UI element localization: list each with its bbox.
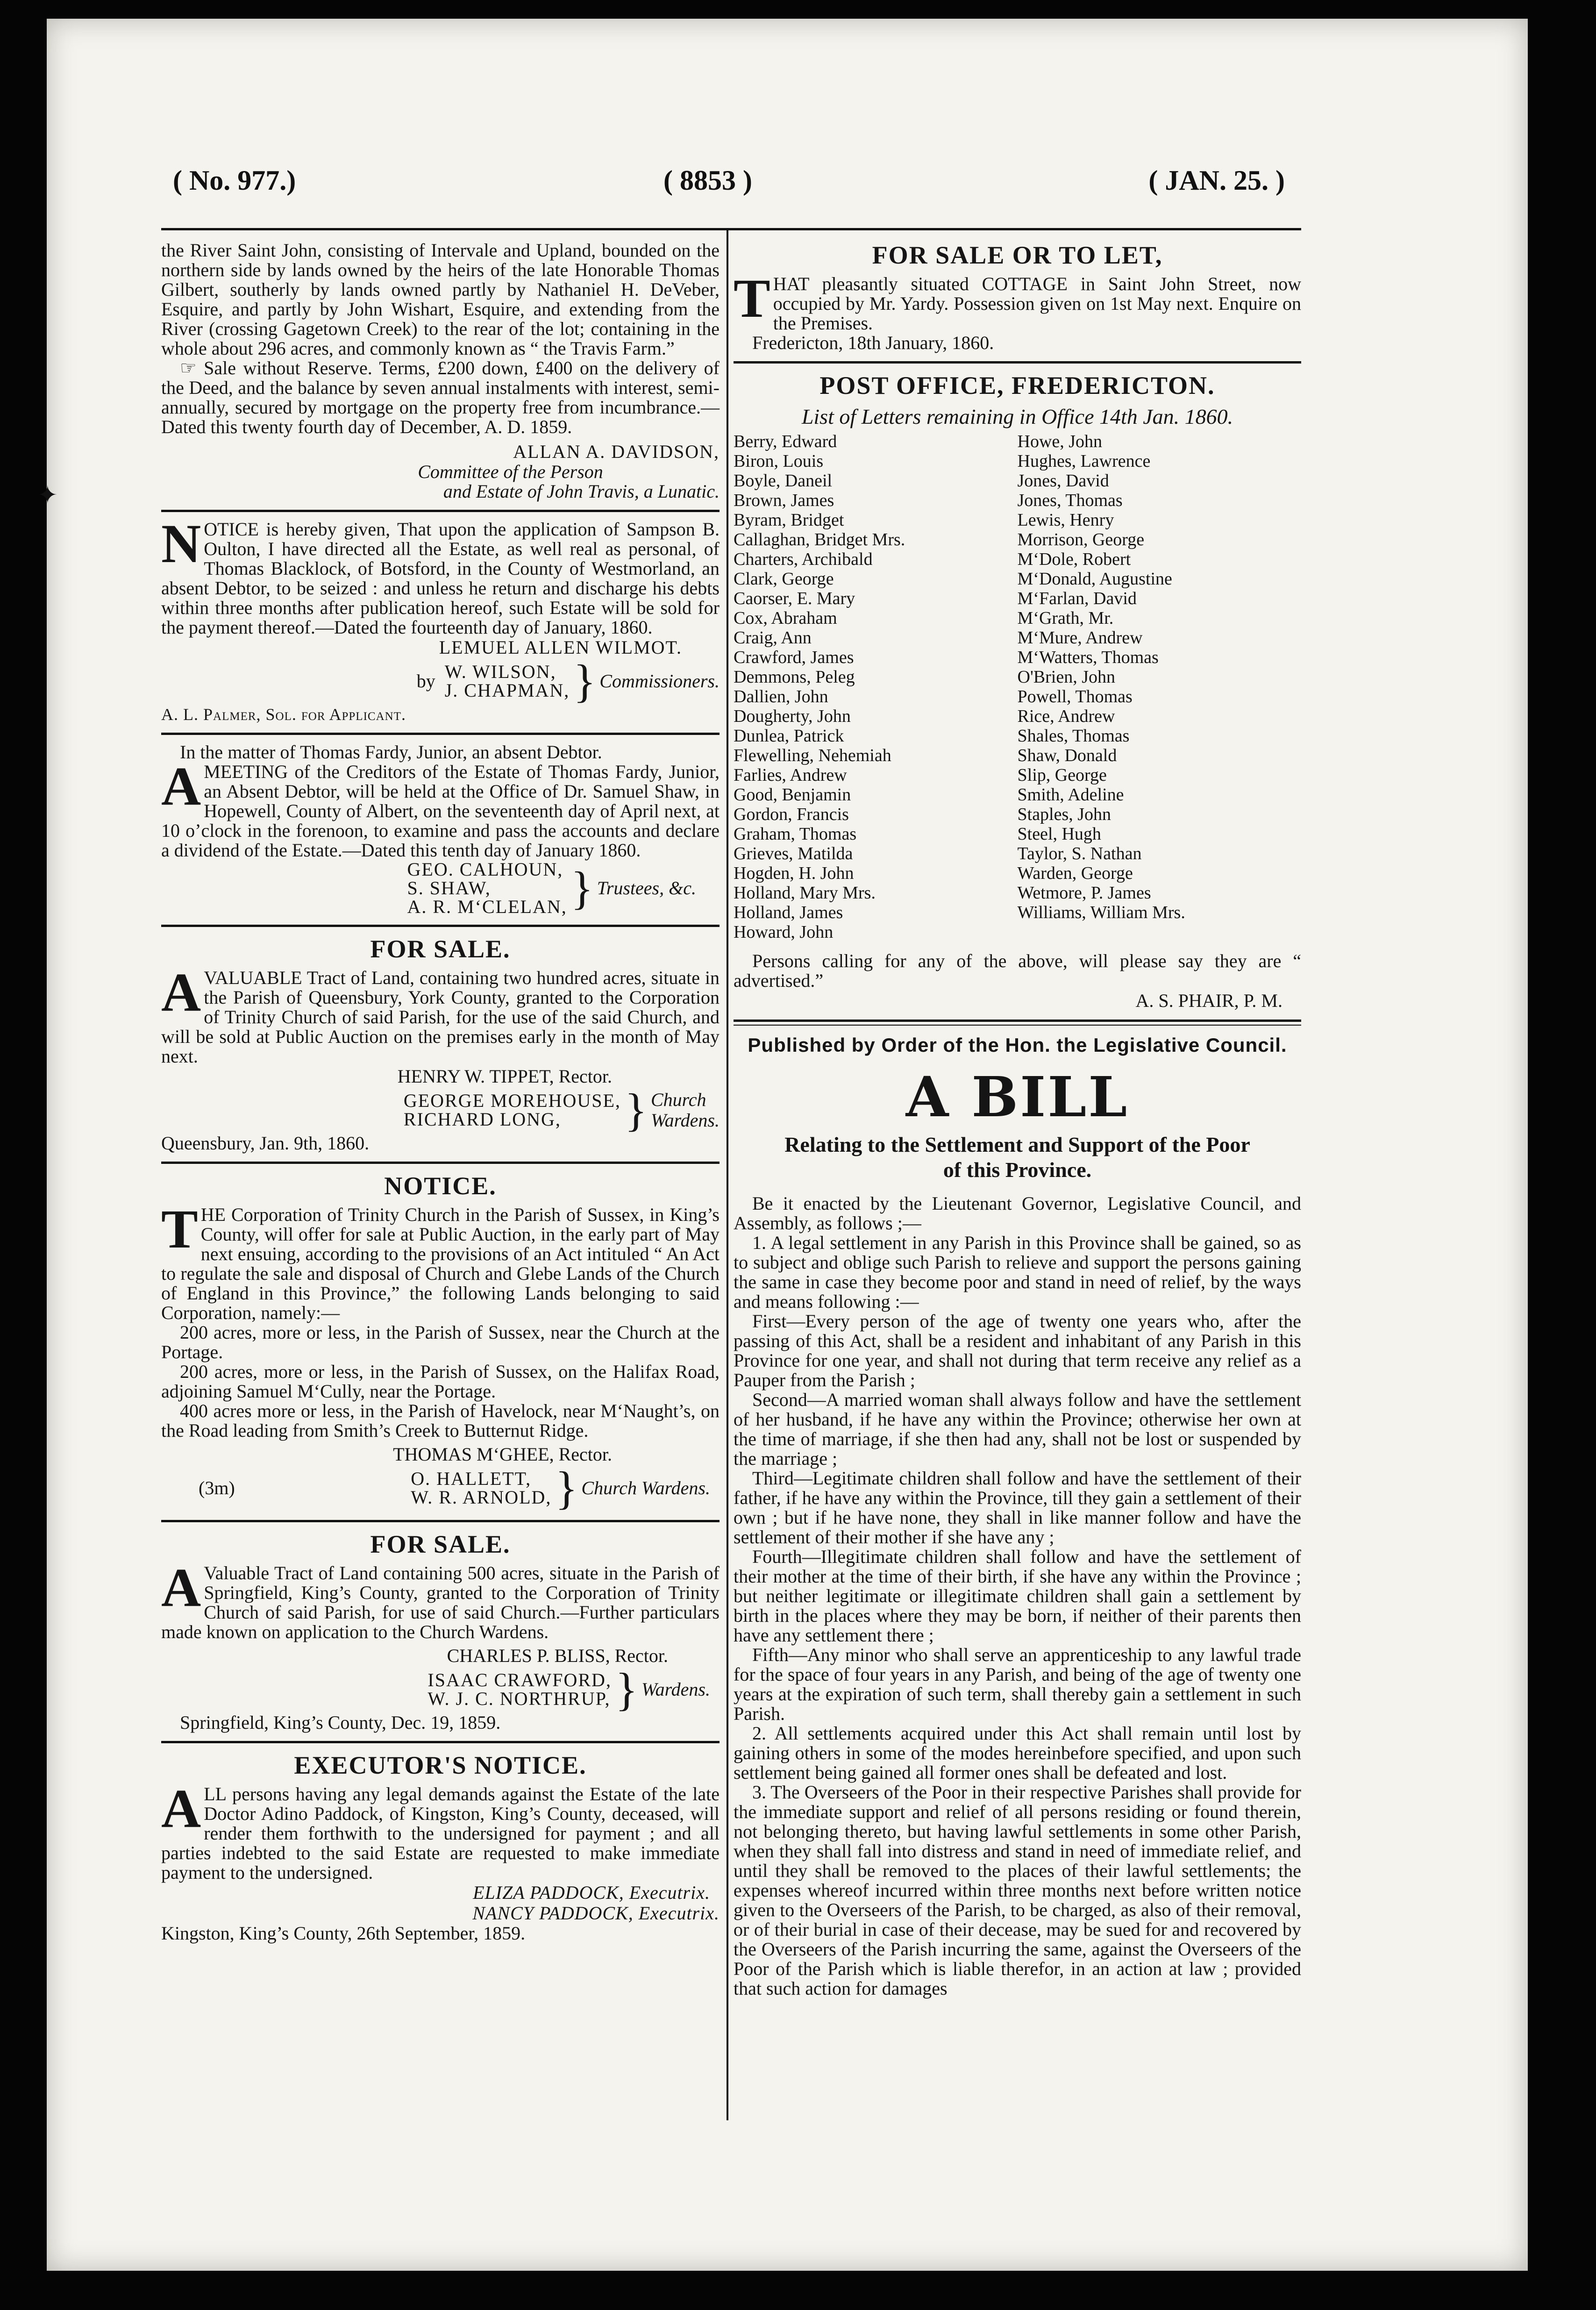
- queensbury-rector: HENRY W. TIPPET, Rector.: [397, 1066, 612, 1087]
- blacklock-text: OTICE is hereby given, That upon the application of Sampson B. Oulton, I have directed all the Estate, as well real as personal, of Thomas Blacklock, of Botsford, in the County of Westmorland, an absent Debtor, to be seized : and unless he return and discharge his debts within three months after publication hereof, such Estate will be sold for the payment thereof.—Dated the fourteenth day of January, 1860.: [161, 519, 720, 638]
- warden-name: O. HALLETT,: [411, 1468, 532, 1489]
- warden-name: ISAAC CRAWFORD,: [428, 1669, 612, 1690]
- sussex-rector: THOMAS M‘GHEE, Rector.: [393, 1444, 612, 1465]
- postmaster-signature: A. S. PHAIR, P. M.: [1135, 990, 1282, 1011]
- warden-role-line: Church: [650, 1089, 706, 1110]
- letter-recipient: Powell, Thomas: [1017, 687, 1133, 706]
- brace-icon: }: [573, 655, 596, 707]
- dropcap: N: [161, 513, 201, 574]
- bill-paragraph: Fourth—Illegitimate children shall follow and have the settlement of their mother at the time of their birth, if she have any within the Province ; but neither legitimate or illegitimate children shall gain a settlement by birth in the places where they may be born, if neither of their parents then have any settlement there ;: [734, 1546, 1301, 1646]
- springfield-date: Springfield, King’s County, Dec. 19, 1859.: [180, 1712, 501, 1733]
- travis-signature: ALLAN A. DAVIDSON,: [513, 441, 720, 462]
- separator: [161, 510, 720, 512]
- letter-recipient: Caorser, E. Mary: [734, 589, 855, 608]
- fardy-notice: [161, 756, 720, 861]
- warden-names: [411, 1469, 551, 1507]
- insertion-code: (3m): [199, 1477, 235, 1498]
- letter-recipient: M‘Grath, Mr.: [1017, 608, 1114, 628]
- travis-paragraph: the River Saint John, consisting of Intervale and Upland, bounded on the northern side by lands owned by the heirs of the late Honorable Thomas Gilbert, southerly by lands owned partly by Nathaniel H. DeVeber, Esquire, and partly by John Wishart, Esquire, and extending from the River (crossing Gagetown Creek) to the rear of the lot; containing in the whole about 296 acres, and commonly known as “ the Travis Farm.”: [161, 240, 720, 359]
- bill-subtitle-1: Relating to the Settlement and Support of the Poor: [784, 1133, 1250, 1156]
- springfield-notice: [161, 1557, 720, 1642]
- letters-column-right: [1018, 432, 1302, 942]
- letter-recipient: Berry, Edward: [734, 432, 837, 451]
- cottage-notice: [734, 268, 1301, 334]
- separator: [734, 361, 1301, 364]
- warden-names: [404, 1091, 621, 1129]
- trustee-role: Trustees, &c.: [597, 877, 696, 898]
- bill-paragraph: Third—Legitimate children shall follow and have the settlement of their father, if he have any within the Province, till they gain a settlement of their own ; but if he have none, they shall in like manner follow and have the settlement of their mother if she have any ;: [734, 1468, 1301, 1547]
- warden-name: RICHARD LONG,: [403, 1109, 561, 1130]
- queensbury-notice: [161, 962, 720, 1067]
- brace-icon: }: [570, 862, 593, 914]
- queensbury-date: Queensbury, Jan. 9th, 1860.: [161, 1133, 370, 1154]
- warden-name: W. J. C. NORTHRUP,: [428, 1688, 611, 1709]
- header-rule: [161, 228, 1301, 230]
- warden-name: GEORGE MOREHOUSE,: [403, 1090, 621, 1111]
- fardy-intro: In the matter of Thomas Fardy, Junior, an absent Debtor.: [180, 741, 602, 763]
- letter-recipient: Lewis, Henry: [1017, 510, 1114, 530]
- bill-title: A BILL: [905, 1064, 1129, 1129]
- paddock-date: Kingston, King’s County, 26th September, 1859.: [161, 1923, 526, 1944]
- sussex-lot-2: 200 acres, more or less, in the Parish of Sussex, on the Halifax Road, adjoining Samuel M‘Cully, near the Portage.: [161, 1361, 720, 1402]
- letter-recipient: M‘Farlan, David: [1017, 589, 1137, 608]
- blacklock-notice: [161, 513, 720, 638]
- sussex-lot-3: 400 acres more or less, in the Parish of Havelock, near M‘Naught’s, on the Road leading from Smith’s Creek to Butternut Ridge.: [161, 1400, 720, 1441]
- springfield-text: Valuable Tract of Land containing 500 acres, situate in the Parish of Springfield, King’s County, granted to the Corporation of Trinity Church of said Parish, for use of said Church.—Further particulars made known on application to the Church Wardens.: [161, 1562, 720, 1642]
- letters-list: [734, 432, 1301, 942]
- travis-role-2: and Estate of John Travis, a Lunatic.: [443, 481, 720, 502]
- cottage-heading: FOR SALE OR TO LET,: [872, 241, 1163, 269]
- travis-terms-text: Sale without Reserve. Terms, £200 down, £400 on the delivery of the Deed, and the balance by seven annual instalments with interest, semi-annually, secured by mortgage on the property free from incumbrance.—Dated this twenty fourth day of December, A. D. 1859.: [161, 357, 720, 437]
- letter-recipient: Cox, Abraham: [734, 608, 837, 628]
- warden-role: Church Wardens.: [581, 1477, 710, 1498]
- letter-recipient: Craig, Ann: [734, 628, 812, 648]
- notice-heading: NOTICE.: [384, 1172, 497, 1200]
- margin-mark-icon: ✦: [37, 481, 58, 509]
- letter-recipient: Grieves, Matilda: [734, 844, 853, 863]
- sussex-lot-1: 200 acres, more or less, in the Parish of Sussex, near the Church at the Portage.: [161, 1322, 720, 1362]
- letter-recipient: Morrison, George: [1017, 530, 1145, 549]
- page-header: [173, 164, 1285, 197]
- separator: [161, 1520, 720, 1522]
- letter-recipient: M‘Donald, Augustine: [1017, 569, 1172, 589]
- warden-role-line: Wardens.: [650, 1110, 720, 1131]
- blacklock-signature: LEMUEL ALLEN WILMOT.: [439, 637, 682, 658]
- trustee-name: A. R. M‘CLELAN,: [407, 896, 567, 917]
- separator: [161, 733, 720, 735]
- fardy-trustees: [161, 860, 720, 916]
- letter-recipient: Staples, John: [1017, 805, 1112, 824]
- letter-recipient: Callaghan, Bridget Mrs.: [734, 530, 905, 549]
- letter-recipient: Jones, Thomas: [1017, 491, 1123, 510]
- dropcap: A: [161, 1778, 201, 1839]
- letter-recipient: Good, Benjamin: [734, 785, 851, 805]
- bill-paragraph: First—Every person of the age of twenty one years who, after the passing of this Act, shall be a resident and inhabitant of any Parish in this Province for one year, and shall not during that term receive any relief as a Pauper from the Parish ;: [734, 1311, 1301, 1390]
- brace-icon: }: [624, 1084, 647, 1136]
- bill-paragraph: Second—A married woman shall always follow and have the settlement of her husband, if he have any within the Province; otherwise her own at the time of marriage, if she then had any, shall not be lost or suspended by the marriage ;: [734, 1389, 1301, 1469]
- letter-recipient: Hughes, Lawrence: [1017, 451, 1151, 471]
- queensbury-wardens: [161, 1084, 720, 1136]
- separator: [161, 1741, 720, 1743]
- brace-icon: }: [615, 1663, 638, 1715]
- letter-recipient: Warden, George: [1017, 863, 1133, 883]
- travis-terms: [161, 358, 720, 437]
- warden-name: W. R. ARNOLD,: [411, 1487, 552, 1508]
- solicitor-note: A. L. Palmer, Sol. for Applicant.: [161, 705, 406, 724]
- warden-names: [428, 1671, 612, 1708]
- letter-recipient: Farlies, Andrew: [734, 765, 847, 785]
- sussex-wardens: [161, 1462, 720, 1514]
- sussex-text: HE Corporation of Trinity Church in the Parish of Sussex, in King’s County, will offer for sale at Public Auction, in the early part of May next ensuing, according to the provisions of an Act intituled “ An Act to regulate the sale and disposal of Church and Glebe Lands of the Church of England in this Province,” the following Lands belonging to said Corporation, namely:—: [161, 1204, 720, 1323]
- commissioner-name: W. WILSON,: [444, 661, 556, 682]
- letter-recipient: Wetmore, P. James: [1017, 883, 1151, 903]
- publication-order: Published by Order of the Hon. the Legislative Council.: [748, 1034, 1287, 1056]
- letter-recipient: Williams, William Mrs.: [1017, 903, 1185, 922]
- cottage-text: HAT pleasantly situated COTTAGE in Saint John Street, now occupied by Mr. Yardy. Possession given on 1st May next. Enquire on the Premises.: [773, 273, 1301, 334]
- separator: [161, 925, 720, 927]
- letter-recipient: Howe, John: [1017, 432, 1103, 451]
- bill-paragraph: Be it enacted by the Lieutenant Governor, Legislative Council, and Assembly, as follows ;—: [734, 1193, 1301, 1233]
- commissioner-names: [445, 663, 570, 700]
- letter-recipient: Brown, James: [734, 491, 834, 510]
- letter-recipient: M‘Watters, Thomas: [1017, 648, 1159, 667]
- paddock-text: LL persons having any legal demands against the Estate of the late Doctor Adino Paddock, of Kingston, King’s County, deceased, will render them forthwith to the undersigned for payment ; and all parties indebted to the said Estate are requested to make immediate payment to the undersigned.: [161, 1783, 720, 1883]
- letter-recipient: Gordon, Francis: [734, 805, 849, 824]
- right-column: [734, 241, 1301, 1998]
- blacklock-commissioners: [161, 655, 720, 707]
- letter-recipient: Dougherty, John: [734, 706, 851, 726]
- commissioner-name: J. CHAPMAN,: [444, 680, 570, 701]
- double-rule: [734, 1020, 1301, 1026]
- letter-recipient: Smith, Adeline: [1017, 785, 1124, 805]
- bill-paragraph: 1. A legal settlement in any Parish in this Province shall be gained, so as to subject and oblige such Parish to relieve and support the persons gaining the same in case they become poor and stand in need of relief, by the ways and means following :—: [734, 1232, 1301, 1312]
- brace-icon: }: [555, 1462, 578, 1514]
- letters-note: Persons calling for any of the above, will please say they are “ advertised.”: [734, 950, 1301, 991]
- letter-recipient: Holland, Mary Mrs.: [734, 883, 876, 903]
- executrix-2: NANCY PADDOCK, Executrix.: [472, 1903, 720, 1924]
- trustee-names: [407, 860, 567, 916]
- letter-recipient: Charters, Archibald: [734, 549, 873, 569]
- bill-paragraph: 3. The Overseers of the Poor in their respective Parishes shall provide for the immediate support and relief of all persons residing or found therein, not belonging thereto, but having lawful settlements in some other Parish, when they shall fall into distress and stand in need of immediate relief, and until they shall be removed to the places of their lawful settlements; the expenses whereof incurred within three months next before written notice given to the Overseers of the Parish, to be charged, as also of their removal, or of their burial in case of their decease, may be sued for and recovered by the Overseers of the Parish incurring the same, against the Overseers of the Poor of the Parish which is liable therefor, in an action at law ; provided that such action for damages: [734, 1782, 1301, 1999]
- letter-recipient: Slip, George: [1017, 765, 1107, 785]
- bill-subtitle-2: of this Province.: [943, 1158, 1092, 1182]
- letter-recipient: Demmons, Peleg: [734, 667, 855, 687]
- left-column: [161, 241, 720, 1943]
- letter-recipient: Holland, James: [734, 903, 843, 922]
- dropcap: A: [161, 1557, 201, 1618]
- letter-recipient: Clark, George: [734, 569, 834, 589]
- cottage-date: Fredericton, 18th January, 1860.: [752, 332, 994, 353]
- by-label: by: [416, 670, 435, 692]
- letter-recipient: Boyle, Daneil: [734, 471, 833, 491]
- trustee-name: GEO. CALHOUN,: [407, 859, 563, 880]
- column-divider: [727, 228, 728, 2120]
- letter-recipient: Rice, Andrew: [1017, 706, 1115, 726]
- letter-recipient: Shaw, Donald: [1017, 746, 1117, 765]
- bill-paragraph: 2. All settlements acquired under this Act shall remain until lost by gaining others in some of the modes hereinbefore specified, and upon such settlement being gained all former ones shall be defeated and lost.: [734, 1723, 1301, 1783]
- pointing-hand-icon: ☞: [180, 357, 197, 378]
- travis-role-1: Committee of the Person: [418, 461, 603, 482]
- springfield-wardens: [161, 1663, 720, 1715]
- executrix-1: ELIZA PADDOCK, Executrix.: [473, 1882, 710, 1903]
- sussex-notice: [161, 1198, 720, 1323]
- dropcap: T: [161, 1198, 198, 1260]
- dropcap: A: [161, 962, 201, 1023]
- dropcap: T: [734, 268, 770, 329]
- warden-role: Wardens.: [641, 1679, 710, 1700]
- springfield-rector: CHARLES P. BLISS, Rector.: [447, 1645, 668, 1666]
- letter-recipient: Biron, Louis: [734, 451, 824, 471]
- letters-column-left: [734, 432, 1018, 942]
- for-sale-heading: FOR SALE.: [370, 935, 511, 963]
- letter-recipient: Dallien, John: [734, 687, 828, 706]
- bill-body: [734, 1194, 1301, 1998]
- letter-recipient: Dunlea, Patrick: [734, 726, 844, 746]
- letters-subheading: List of Letters remaining in Office 14th Jan. 1860.: [801, 405, 1233, 428]
- letter-recipient: O'Brien, John: [1017, 667, 1116, 687]
- letter-recipient: Taylor, S. Nathan: [1017, 844, 1142, 863]
- letter-recipient: Graham, Thomas: [734, 824, 857, 844]
- letter-recipient: Flewelling, Nehemiah: [734, 746, 891, 765]
- executors-notice-heading: EXECUTOR'S NOTICE.: [294, 1751, 587, 1779]
- post-office-heading: POST OFFICE, FREDERICTON.: [819, 371, 1215, 399]
- letter-recipient: Hogden, H. John: [734, 863, 854, 883]
- queensbury-text: VALUABLE Tract of Land, containing two hundred acres, situate in the Parish of Queensbury, York County, granted to the Corporation of Trinity Church of said Parish, for the use of the said Church, and will be sold at Public Auction on the premises early in the month of May next.: [161, 967, 720, 1067]
- separator: [161, 1162, 720, 1164]
- page-number: ( 8853 ): [663, 165, 752, 196]
- issue-date: ( JAN. 25. ): [1148, 165, 1285, 196]
- letter-recipient: Shales, Thomas: [1017, 726, 1130, 746]
- letter-recipient: Byram, Bridget: [734, 510, 844, 530]
- commissioner-role: Commissioners.: [599, 670, 720, 692]
- sussex-warden-group: [411, 1462, 720, 1514]
- for-sale-heading: FOR SALE.: [370, 1530, 511, 1558]
- letter-recipient: Jones, David: [1017, 471, 1109, 491]
- letter-recipient: Crawford, James: [734, 648, 854, 667]
- letter-recipient: Steel, Hugh: [1017, 824, 1101, 844]
- trustee-name: S. SHAW,: [407, 877, 491, 898]
- bill-paragraph: Fifth—Any minor who shall serve an apprenticeship to any lawful trade for the space of four years in any Parish, and being of the age of twenty one years at the expiration of such term, shall thereby gain a settlement in such Parish.: [734, 1644, 1301, 1724]
- fardy-text: MEETING of the Creditors of the Estate of Thomas Fardy, Junior, an Absent Debtor, will be held at the Office of Dr. Samuel Shaw, in Hopewell, County of Albert, on the seventeenth day of April next, at 10 o’clock in the forenoon, to examine and pass the accounts and declare a dividend of the Estate.—Dated this tenth day of January 1860.: [161, 761, 720, 861]
- letter-recipient: M‘Mure, Andrew: [1017, 628, 1143, 648]
- dropcap: A: [161, 756, 201, 817]
- issue-number: ( No. 977.): [173, 165, 296, 196]
- warden-role: [651, 1090, 720, 1131]
- letter-recipient: M‘Dole, Robert: [1017, 549, 1131, 569]
- paddock-notice: [161, 1778, 720, 1883]
- letter-recipient: Howard, John: [734, 922, 834, 942]
